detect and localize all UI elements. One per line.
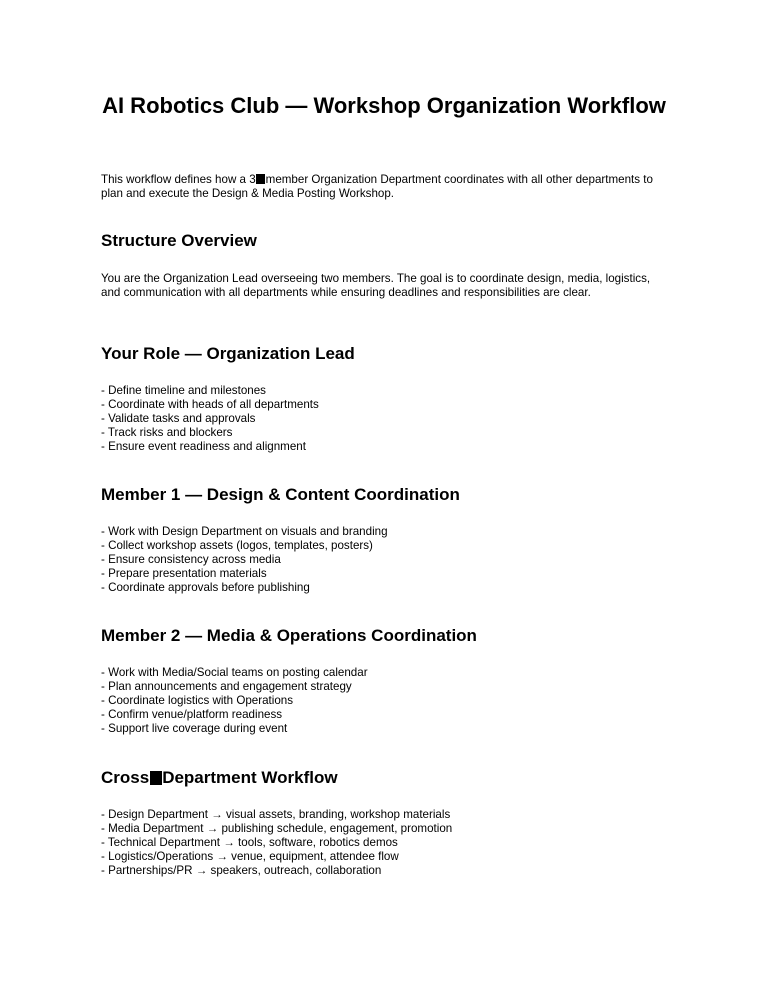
list-item: - Coordinate logistics with Operations	[101, 694, 294, 707]
member2-list	[101, 666, 667, 736]
section-member-2	[101, 626, 667, 736]
section-heading: Member 2 — Media & Operations Coordination	[101, 626, 477, 645]
section-structure-overview	[101, 231, 667, 300]
section-cross-department	[101, 768, 667, 878]
intro-paragraph	[101, 173, 667, 201]
list-item: - Technical Department → tools, software, robotics demos	[101, 836, 398, 849]
intro-text-end: member Organization Department coordinates with all other departments to plan and execute the Design & Media Posting Workshop.	[101, 173, 653, 200]
document-title: AI Robotics Club — Workshop Organization Workflow	[102, 93, 666, 118]
section-your-role	[101, 344, 667, 454]
list-item: - Design Department → visual assets, branding, workshop materials	[101, 808, 451, 821]
member1-list	[101, 525, 667, 595]
cross-department-list	[101, 808, 667, 878]
list-item: - Define timeline and milestones	[101, 384, 266, 397]
list-item: - Ensure event readiness and alignment	[101, 440, 306, 453]
list-item: - Coordinate approvals before publishing	[101, 581, 310, 594]
section-paragraph: You are the Organization Lead overseeing two members. The goal is to coordinate design, media, logistics, and communication with all departments while ensuring deadlines and responsibilities are clear.	[101, 272, 651, 299]
heading-text-start: Cross	[101, 768, 150, 787]
list-item: - Prepare presentation materials	[101, 567, 267, 580]
intro-text-start: This workflow defines how a 3	[101, 173, 256, 186]
list-item: - Collect workshop assets (logos, templates, posters)	[101, 539, 373, 552]
section-heading: Member 1 — Design & Content Coordination	[101, 485, 460, 504]
list-item: - Work with Media/Social teams on posting calendar	[101, 666, 368, 679]
list-item: - Plan announcements and engagement strategy	[101, 680, 352, 693]
list-item: - Track risks and blockers	[101, 426, 233, 439]
list-item: - Partnerships/PR → speakers, outreach, collaboration	[101, 864, 382, 877]
section-heading	[101, 768, 667, 788]
role-list	[101, 384, 667, 454]
list-item: - Validate tasks and approvals	[101, 412, 256, 425]
list-item: - Confirm venue/platform readiness	[101, 708, 283, 721]
missing-glyph-icon	[256, 174, 265, 184]
heading-text-end: Department Workflow	[162, 768, 338, 787]
section-heading: Structure Overview	[101, 231, 257, 250]
list-item: - Media Department → publishing schedule, engagement, promotion	[101, 822, 453, 835]
section-heading: Your Role — Organization Lead	[101, 344, 355, 363]
list-item: - Ensure consistency across media	[101, 553, 281, 566]
list-item: - Work with Design Department on visuals and branding	[101, 525, 388, 538]
list-item: - Logistics/Operations → venue, equipment, attendee flow	[101, 850, 399, 863]
list-item: - Coordinate with heads of all departments	[101, 398, 319, 411]
section-member-1	[101, 485, 667, 595]
missing-glyph-icon	[150, 771, 162, 785]
list-item: - Support live coverage during event	[101, 722, 288, 735]
